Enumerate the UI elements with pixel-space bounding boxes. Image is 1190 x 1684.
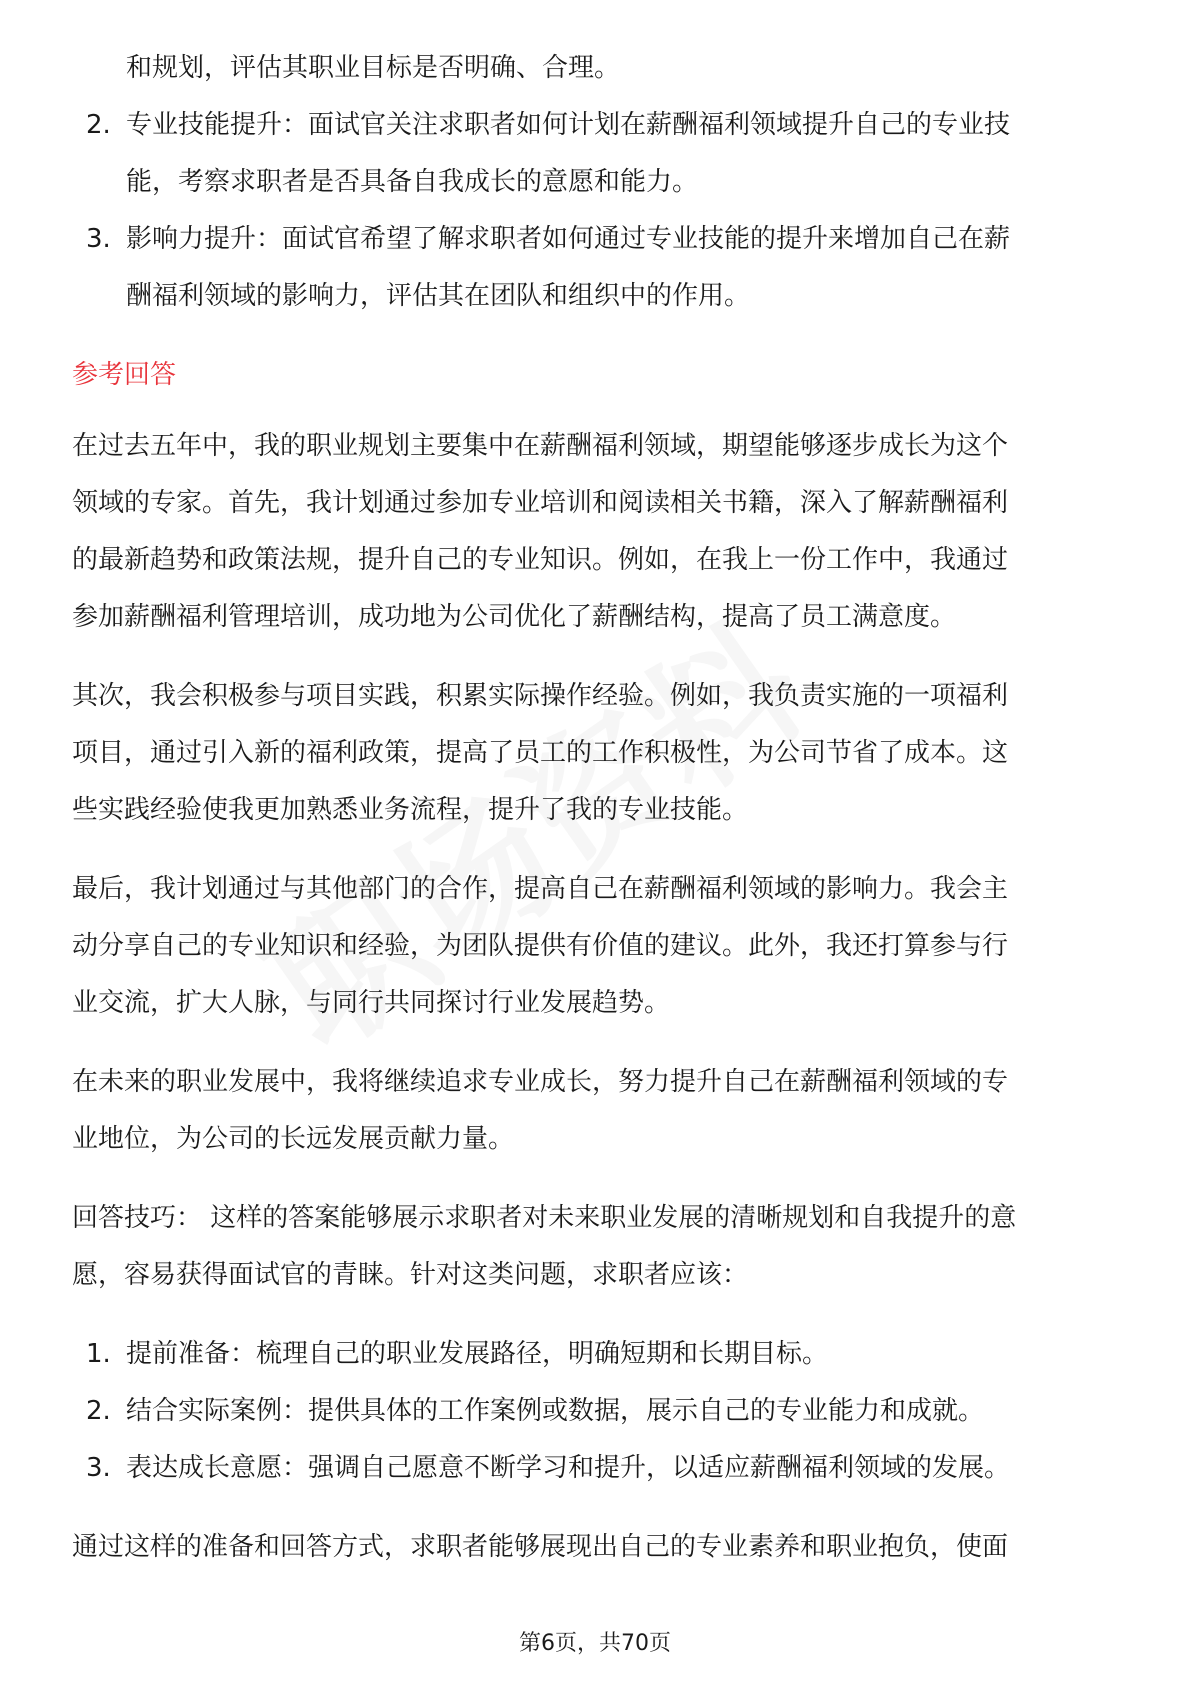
list-item-line: 结合实际案例：提供具体的工作案例或数据，展示自己的专业能力和成就。 (126, 1396, 985, 1426)
paragraph-line: 在未来的职业发展中，我将继续追求专业成长，努力提升自己在薪酬福利领域的专 (72, 1067, 1009, 1097)
paragraph (72, 861, 1118, 1032)
list-item (72, 97, 1118, 211)
list-item-number: 2. (86, 1396, 111, 1426)
paragraph-line: 最后，我计划通过与其他部门的合作，提高自己在薪酬福利领域的影响力。我会主 (72, 874, 1009, 904)
paragraph (72, 1190, 1118, 1304)
list-item-line: 能，考察求职者是否具备自我成长的意愿和能力。 (126, 167, 699, 197)
list-item-number: 2. (86, 110, 111, 140)
criteria-list (72, 97, 1118, 325)
list-item-line: 专业技能提升：面试官关注求职者如何计划在薪酬福利领域提升自己的专业技 (126, 110, 1011, 140)
paragraph (72, 668, 1118, 839)
paragraph-line: 的最新趋势和政策法规，提升自己的专业知识。例如，在我上一份工作中，我通过 (72, 545, 1009, 575)
list-item (72, 211, 1118, 325)
list-item (72, 1383, 1118, 1440)
paragraph-line: 业地位，为公司的长远发展贡献力量。 (72, 1124, 515, 1154)
paragraph-line: 些实践经验使我更加熟悉业务流程，提升了我的专业技能。 (72, 795, 749, 825)
list-item-line: 酬福利领域的影响力，评估其在团队和组织中的作用。 (126, 281, 751, 311)
paragraph-line: 动分享自己的专业知识和经验，为团队提供有价值的建议。此外，我还打算参与行 (72, 931, 1009, 961)
section-heading: 参考回答 (72, 360, 177, 390)
list-item (72, 1440, 1118, 1497)
paragraph-line: 领域的专家。首先，我计划通过参加专业培训和阅读相关书籍，深入了解薪酬福利 (72, 488, 1009, 518)
paragraph-line: 参加薪酬福利管理培训，成功地为公司优化了薪酬结构，提高了员工满意度。 (72, 602, 957, 632)
paragraph (72, 418, 1118, 646)
paragraph-line: 愿，容易获得面试官的青睐。针对这类问题，求职者应该： (72, 1260, 749, 1290)
paragraph-line: 通过这样的准备和回答方式，求职者能够展现出自己的专业素养和职业抱负，使面 (72, 1532, 1009, 1562)
page-content (72, 40, 1118, 1576)
list-item-number: 3. (86, 1453, 111, 1483)
list-item-line: 影响力提升：面试官希望了解求职者如何通过专业技能的提升来增加自己在薪 (126, 224, 1011, 254)
list-item (72, 1326, 1118, 1383)
paragraph-line: 回答技巧： 这样的答案能够展示求职者对未来职业发展的清晰规划和自我提升的意 (72, 1203, 1017, 1233)
tips-list (72, 1326, 1118, 1497)
list-item-line: 表达成长意愿：强调自己愿意不断学习和提升，以适应薪酬福利领域的发展。 (126, 1453, 1011, 1483)
paragraph-line: 在过去五年中，我的职业规划主要集中在薪酬福利领域，期望能够逐步成长为这个 (72, 431, 1009, 461)
paragraph-line: 其次，我会积极参与项目实践，积累实际操作经验。例如，我负责实施的一项福利 (72, 681, 1009, 711)
page-number: 第6页，共70页 (519, 1631, 671, 1656)
paragraph-line: 项目，通过引入新的福利政策，提高了员工的工作积极性，为公司节省了成本。这 (72, 738, 1009, 768)
list-item-line: 提前准备：梳理自己的职业发展路径，明确短期和长期目标。 (126, 1339, 829, 1369)
list-item-number: 3. (86, 224, 111, 254)
paragraph-line: 业交流，扩大人脉，与同行共同探讨行业发展趋势。 (72, 988, 671, 1018)
list-item-number: 1. (86, 1339, 111, 1369)
paragraph (72, 1054, 1118, 1168)
list-item-continuation: 和规划，评估其职业目标是否明确、合理。 (126, 53, 621, 83)
